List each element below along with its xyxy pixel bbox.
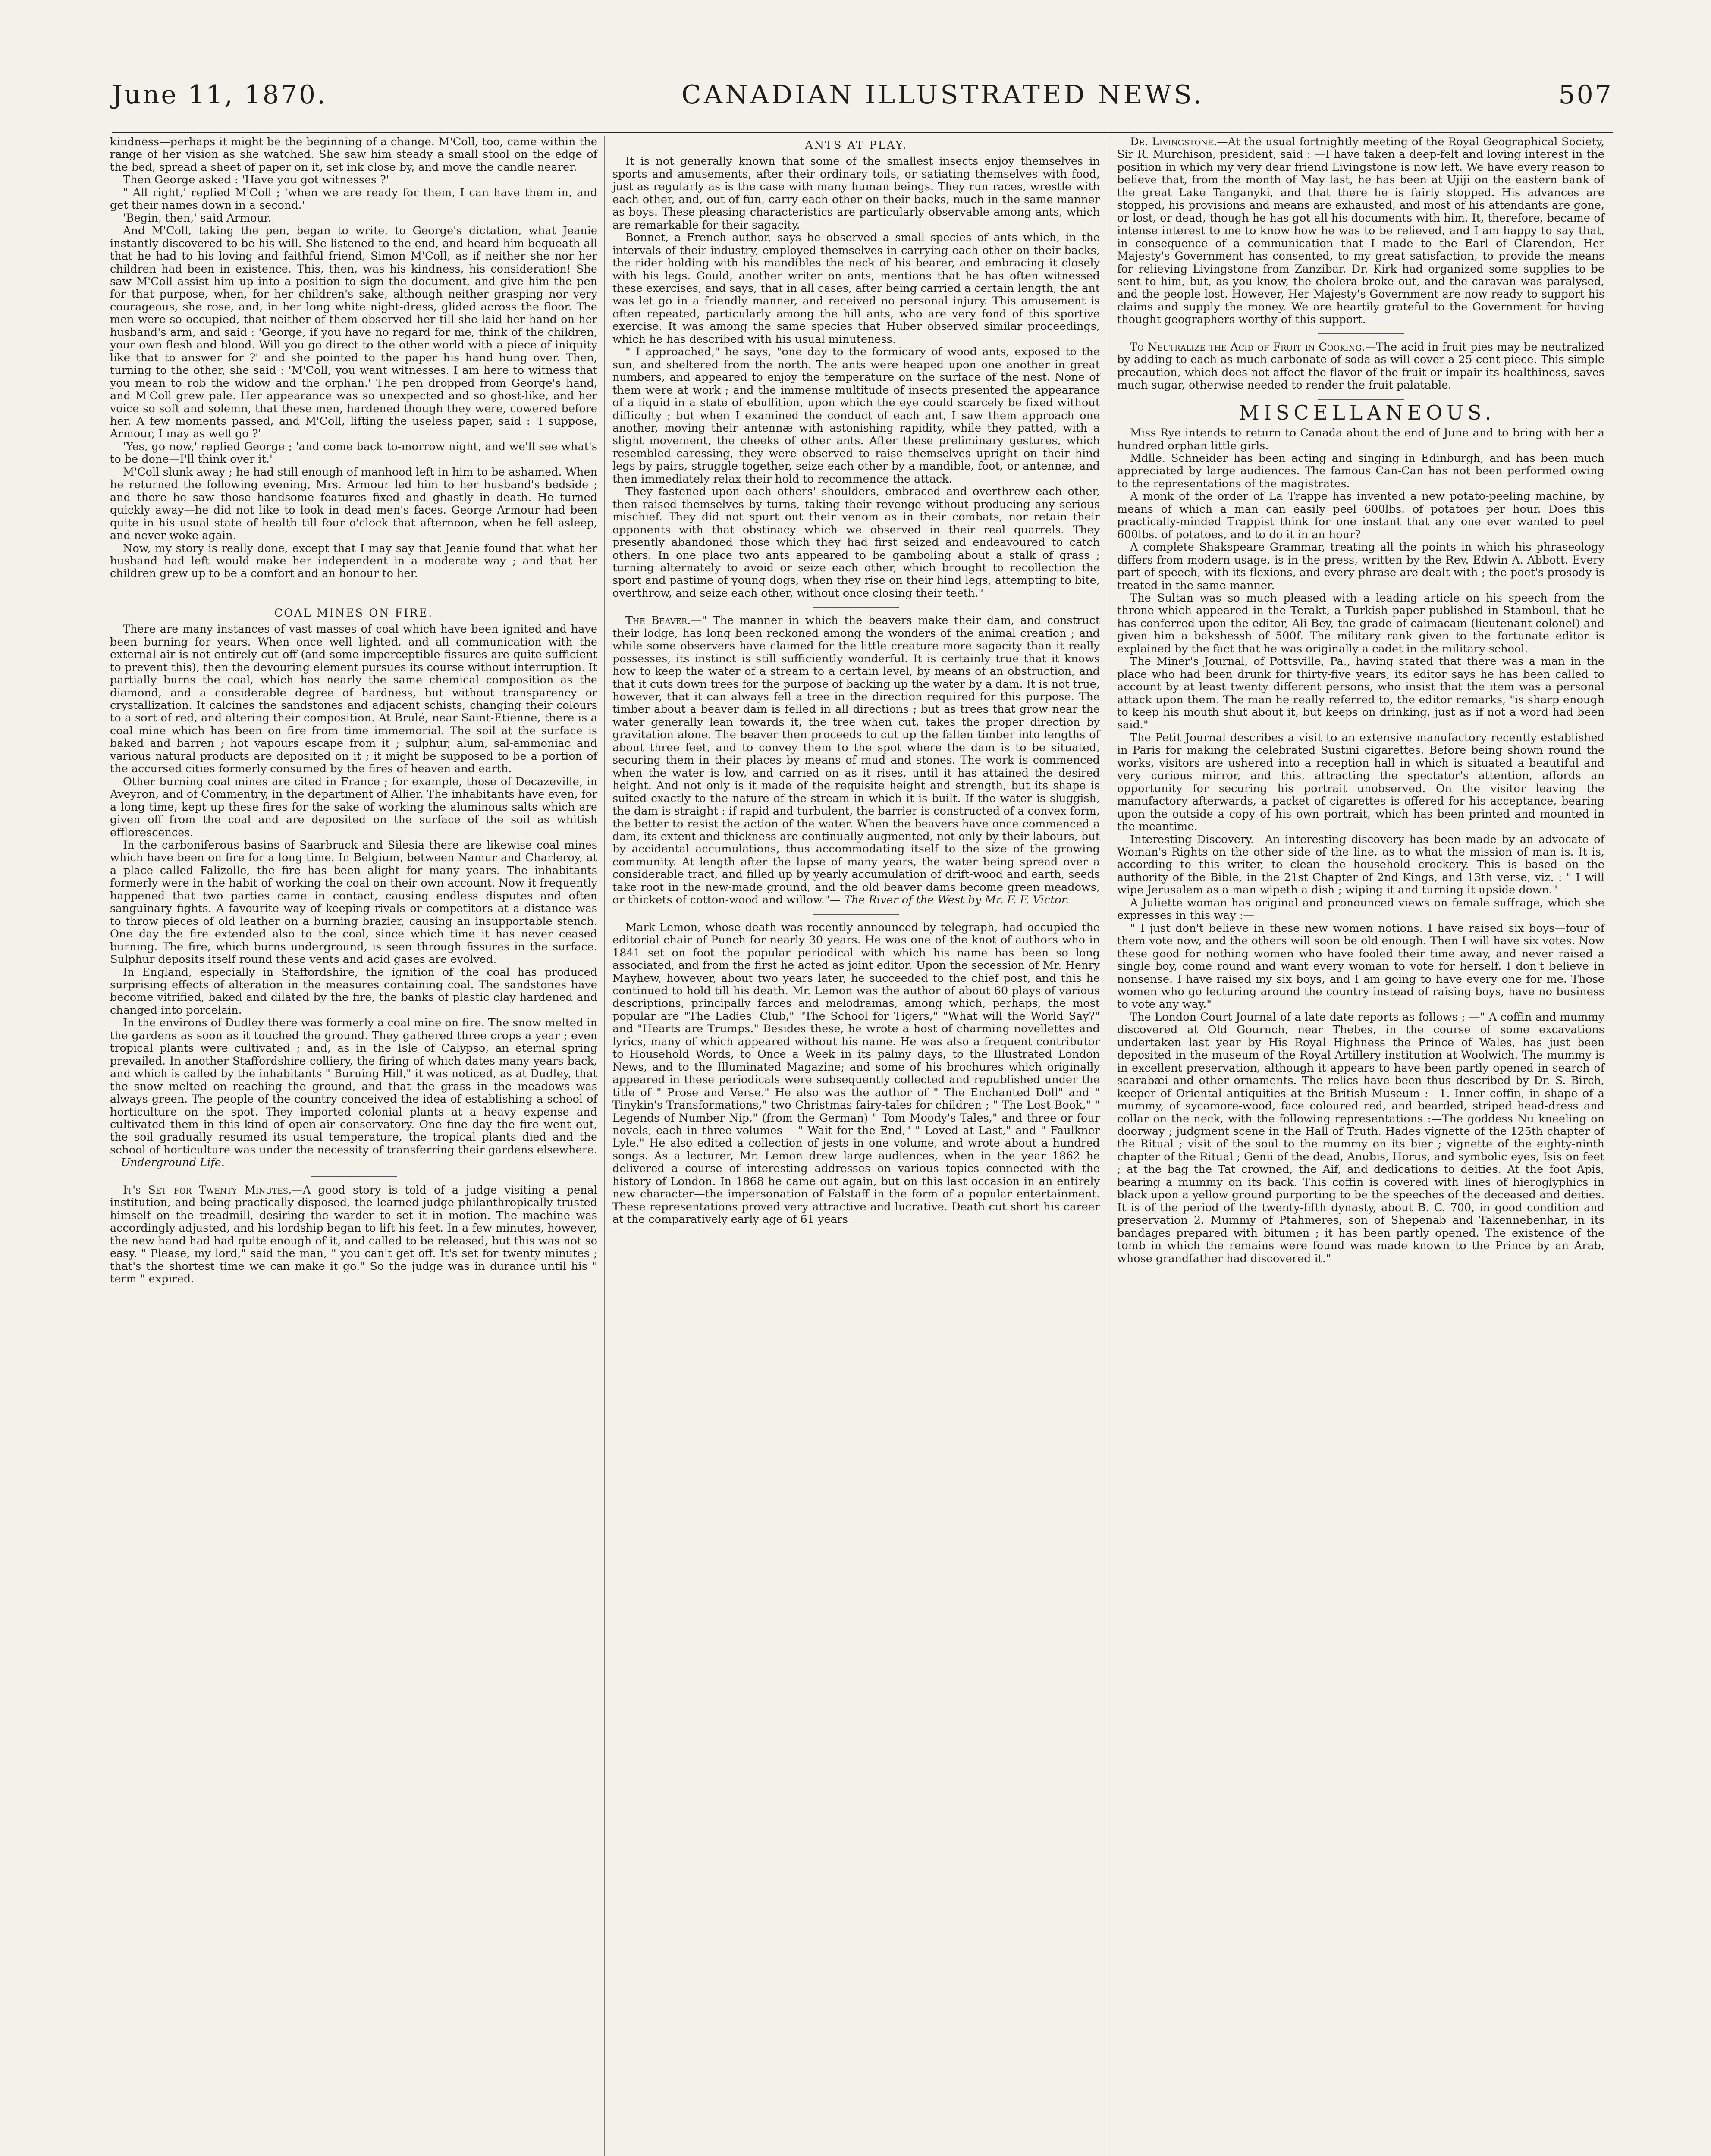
ants-heading: ANTS AT PLAY. — [805, 139, 907, 152]
ants-paragraph: Bonnet, a French author, says he observed a small species of ants which, in the intervals of their industry, employed themselves in carrying each other on their backs, the rider holding with his mandibles the neck of his bearer, and embracing it closely with his legs. Gould, another writer on ants, mentions that he has often witnessed these exercises, and says, that in all cases, after being carried a certain length, the ant was let go in a friendly manner, and received no personal injury. This amusement is often repeated, particularly among the hill ants, who are very fond of this sportive exercise. It was among the same species that Huber observed similar proceedings, which he has described with his usual minuteness. — [612, 231, 1100, 346]
coal-source: Underground Life. — [121, 1156, 225, 1169]
column-2 — [612, 136, 1100, 1226]
coal-paragraph — [110, 1017, 597, 1169]
separator — [813, 607, 899, 608]
fruit-acid-text: —The acid in fruit pies may be neutralized by adding to each as much carbonate of soda as will cover a 25-cent piece. This simple precaution, which does not affect the flavor of the fruit or impair its healthiness, saves much sugar, otherwise needed to render the fruit palatable. — [1117, 340, 1604, 392]
livingstone-text: —At the usual fortnightly meeting of the Royal Geographical Society, Sir R. Murchison, president, said : —I have taken a deep-felt and loving interest in the position in which my very dear friend Livingstone is now left. We have every reason to believe that, from the month of May last, he has been at Ujiji on the eastern bank of the great Lake Tanganyki, and that there he is fairly stopped. His advances are stopped, his provisions and means are exhausted, and most of his attendants are gone, or lost, or dead, though he has got all his documents with him. It, therefore, became of intense interest to me to know how he was to be relieved, and I am happy to say that, in consequence of a communication that I made to the Earl of Clarendon, Her Majesty's Government has consented, to my great satisfaction, to provide the means for relieving Livingstone from Zanzibar. Dr. Kirk had organized some supplies to be sent to him, but, as you know, the cholera broke out, and the caravan was paralysed, and the people lost. However, Her Majesty's Government are now ready to support his claims and supply the money. We are heartily grateful to the Government for having thought geographers worthy of this support. — [1117, 135, 1604, 326]
beaver-lead: The Beaver. — [625, 614, 691, 627]
livingstone-paragraph — [1117, 136, 1604, 326]
coal-paragraph: There are many instances of vast masses of coal which have been ignited and have been burning for years. When once well lighted, and all communication with the external air is not entirely cut off (and some imperceptible fissures are quite sufficient to prevent this), then the devouring element pursues its course without interruption. It partially burns the coal, which has nearly the same chemical composition as the diamond, and a considerable degree of hardness, but without transparency or crystallization. It calcines the sandstones and adjacent schists, changing their colours to a sort of red, and altering their composition. At Brulé, near Saint-Etienne, there is a coal mine which has been on fire from time immemorial. The soil at the surface is baked and barren ; hot vapours escape from it ; sulphur, alum, sal-ammoniac and various natural products are deposited on it ; it might be supposed to be a portion of the accursed cities formerly consumed by the fires of heaven and earth. — [110, 623, 597, 776]
misc-paragraph: A monk of the order of La Trappe has invented a new potato-peeling machine, by means of which a man can easily peel 600lbs. of potatoes per hour. Does this practically-minded Trappist think for one instant that any one ever wanted to peel 600lbs. of potatoes, and to do it in an hour? — [1117, 490, 1604, 541]
masthead — [112, 80, 1613, 133]
serial-paragraph: Then George asked : 'Have you got witnesses ?' — [123, 173, 389, 187]
misc-paragraph: Miss Rye intends to return to Canada about the end of June and to bring with her a hundred orphan little girls. — [1117, 426, 1604, 452]
newspaper-title: CANADIAN ILLUSTRATED NEWS. — [681, 80, 1204, 110]
twenty-minutes-lead: It's Set for Twenty Minutes, — [123, 1183, 292, 1197]
separator — [1318, 399, 1404, 400]
coal-paragraph: In England, especially in Staffordshire, the ignition of the coal has produced surprising effects of alteration in the measures containing coal. The sandstones have become vitrified, baked and dilated by the fire, the banks of plastic clay hardened and changed into porcelain. — [110, 965, 597, 1017]
fruit-acid-lead: To Neutralize the Acid of Fruit in Cooking. — [1130, 340, 1366, 354]
misc-paragraph: The London Court Journal of a late date reports as follows ; —" A coffin and mummy discovered at Old Gournch, near Thebes, in the course of some excavations undertaken last year by His Royal Highness the Prince of Wales, has just been deposited in the museum of the Royal Artillery institution at Woolwich. The mummy is in excellent preservation, although it appears to have been partly opened in search of scarabæi and other ornaments. The relics have been thus described by Dr. S. Birch, keeper of Oriental antiquities at the British Museum :—1. Inner coffin, in shape of a mummy, of sycamore-wood, face coloured red, and bearded, striped head-dress and collar on the neck, with the following representations :—The goddess Nu kneeling on doorway ; judgment scene in the Hall of Truth. Hades vignette of the 125th chapter of the Ritual ; visit of the soul to the mummy on its bier ; vignette of the eighty-ninth chapter of the Ritual ; Genii of the dead, Anubis, Horus, and symbolic eyes, Isis on feet ; at the bag the Tat crowned, the Aif, and dedications to deities. At the foot Apis, bearing a mummy on its back. This coffin is covered with lines of hieroglyphics in black upon a yellow ground purporting to be the speeches of the deceased and deities. It is of the period of the twenty-fifth dynasty, about B. C. 700, in good condition and preservation 2. Mummy of Ptahmeres, son of Shepenab and Takennebenhar, in its bandages prepared with bitumen ; it has been partly opened. The existence of the tomb in which the remains were found was made known to the Prince by an Arab, whose grandfather had discovered it." — [1117, 1010, 1604, 1265]
serial-paragraph: 'Yes, go now,' replied George ; 'and come back to-morrow night, and we'll see what's to be done—I'll think over it.' — [110, 440, 597, 466]
misc-paragraph: The Sultan was so much pleased with a leading article on his speech from the throne which appeared in the Terakt, a Turkish paper published in Stamboul, that he has conferred upon the editor, Ali Bey, the grade of caimacam (lieutenant-colonel) and given him a bakshessh of 500f. The military rank given to the fortunate editor is explained by the fact that he was originally a cadet in the military school. — [1117, 591, 1604, 655]
mark-lemon-paragraph: Mark Lemon, whose death was recently announced by telegraph, had occupied the editorial chair of Punch for nearly 30 years. He was one of the knot of authors who in 1841 set on foot the popular periodical with which his name has been so long associated, and from the first he acted as joint editor. Upon the secession of Mr. Henry Mayhew, however, about two years later, he succeeded to the chief post, and this he continued to hold till his death. Mr. Lemon was the author of about 60 plays of various descriptions, principally farces and melodramas, among which, perhaps, the most popular are "The Ladies' Club," "The School for Tigers," "What will the World Say?" and "Hearts are Trumps." Besides these, he wrote a host of charming novellettes and lyrics, many of which appeared without his name. He was also a frequent contributor to Household Words, to Once a Week in its palmy days, to the Illustrated London News, and to the Illuminated Magazine; and some of his brochures which originally appeared in these periodicals were subsequently collected and republished under the title of " Prose and Verse." He also was the author of " The Enchanted Doll" and " Tinykin's Transformations," two Christmas fairy-tales for children ; " The Lost Book," " Legends of Number Nip," (from the German) " Tom Moody's Tales," and three or four novels, each in three volumes— " Wait for the End," " Loved at Last," and " Faulkner Lyle." He also edited a collection of jests in one volume, and wrote about a hundred songs. As a lecturer, Mr. Lemon drew large audiences, when in the year 1862 he delivered a course of interesting addresses on various topics connected with the history of London. In 1868 he came out again, but on this last occasion in an entirely new character—the impersonation of Falstaff in the form of a popular entertainment. These representations proved very attractive and lucrative. Death cut short his career at the comparatively early age of 61 years — [612, 921, 1100, 1226]
serial-paragraph: Now, my story is really done, except that I may say that Jeanie found that what her husband had left would make her independent in a moderate way ; and that her children grew up to be a comfort and an honour to her. — [110, 542, 597, 580]
misc-paragraph: " I just don't believe in these new women notions. I have raised six boys—four of them vote now, and the others will soon be old enough. Then I will have six votes. Now these good for nothing women who have fooled their time away, and never raised a single boy, come round and want every woman to vote for herself. I don't believe in nonsense. I have raised my six boys, and I am going to have every one for me. Those women who go lecturing around the country instead of raising boys, have no business to vote any way." — [1117, 921, 1604, 1011]
coal-mines-heading: COAL MINES ON FIRE. — [274, 606, 433, 620]
serial-paragraph: M'Coll slunk away ; he had still enough of manhood left in him to be ashamed. When he returned the following evening, Mrs. Armour led him to her husband's bedside ; and there he saw those handsome features fixed and ghastly in death. He turned quickly away—he did not like to look in dead men's faces. George Armour had been quite in his usual state of health till four o'clock that afternoon, when he fell asleep, and never woke again. — [110, 465, 597, 542]
serial-paragraph: " All right,' replied M'Coll ; 'when we are ready for them, I can have them in, and get their names down in a second.' — [110, 186, 597, 212]
coal-last-text: In the environs of Dudley there was formerly a coal mine on fire. The snow melted in the gardens as soon as it touched the ground. They gathered three crops a year ; even tropical plants were cultivated ; and, as in the Isle of Calypso, an eternal spring prevailed. In another Staffordshire colliery, the firing of which dates many years back, and which is called by the inhabitants " Burning Hill," it was noticed, as at Dudley, that the snow melted on reaching the ground, and that the grass in the meadows was always green. The people of the country conceived the idea of establishing a school of horticulture on the spot. They imported colonial plants at a heavy expense and cultivated them in this kind of open-air conservatory. One fine day the fire went out, the soil gradually resumed its usual temperature, the tropical plants died and the school of horticulture was under the necessity of transferring their gardens elsewhere.— — [110, 1016, 597, 1169]
column-3 — [1117, 136, 1604, 1265]
serial-paragraph: 'Begin, then,' said Armour. — [123, 211, 272, 225]
misc-paragraph: Interesting Discovery.—An interesting discovery has been made by an advocate of Woman's Rights on the other side of the line, as to what the mission of man is. It is, according to this writer, to clean the household crockery. This is based on the authority of the Bible, in the 21st Chapter of 2nd Kings, and 13th verse, viz. : " I will wipe Jerusalem as a man wipeth a dish ; wiping it and turning it upside down." — [1117, 833, 1604, 897]
beaver-text: —" The manner in which the beavers make their dam, and construct their lodge, has long been reckoned among the wonders of the animal creation ; and while some observers have claimed for the little creature more sagacity than it really possesses, its instinct is still sufficiently wonderful. It is certainly true that it knows how to keep the water of a stream to a certain level, by means of an obstruction, and that it cuts down trees for the purpose of backing up the water by a dam. It is not true, however, that it can always fell a tree in the direction required for this purpose. The timber about a beaver dam is felled in all directions ; but as trees that grow near the water generally lean towards it, the tree when cut, takes the proper direction by gravitation alone. The beaver then proceeds to cut up the fallen timber into lengths of about three feet, and to convey them to the spot where the dam is to be situated, securing them in their places by means of mud and stones. The work is commenced when the water is low, and carried on as it rises, until it has attained the desired height. And not only is it made of the requisite height and strength, but its shape is suited exactly to the nature of the stream in which it is built. If the water is sluggish, the dam is straight : if rapid and turbulent, the barrier is constructed of a convex form, the better to resist the action of the water. When the beavers have once commenced a dam, its extent and thickness are continually augmented, not only by their labours, but by accidental accumulations, thus accommodating itself to the size of the growing community. At length after the lapse of many years, the water being spread over a considerable tract, and filled up by yearly accumulation of drift-wood and earth, seeds take root in the new-made ground, and the old beaver dams become green meadows, or thickets of cotton-wood and willow."— — [612, 614, 1100, 907]
column-1 — [110, 136, 597, 1285]
misc-paragraph: The Petit Journal describes a visit to an extensive manufactory recently established in Paris for making the celebrated Sustini cigarettes. Before being shown round the works, visitors are ushered into a reception hall in which is situated a beautiful and very curious mirror, and this, attracting the spectator's attention, affords an opportunity for securing his portrait unobserved. On the visitor leaving the manufactory afterwards, a packet of cigarettes is offered for his acceptance, bearing upon the outside a copy of his own portrait, which has been printed and mounted in the meantime. — [1117, 731, 1604, 834]
misc-paragraph: A Juliette woman has original and pronounced views on female suffrage, which she expresses in this way :— — [1117, 896, 1604, 922]
issue-date: June 11, 1870. — [112, 80, 327, 110]
separator — [311, 1176, 397, 1177]
ants-paragraph: It is not generally known that some of the smallest insects enjoy themselves in sports and amusements, after their ordinary toils, or satiating themselves with food, just as regularly as is the case with many human beings. They run races, wrestle with each other, and, out of fun, carry each other on their backs, much in the same manner as boys. These pleasing characteristics are particularly observable among ants, which are remarkable for their sagacity. — [612, 155, 1100, 232]
coal-paragraph: Other burning coal mines are cited in France ; for example, those of Decazeville, in Aveyron, and of Commentry, in the department of Allier. The inhabitants have even, for a long time, kept up these fires for the sake of working the aluminous salts which are given off from the coal and are deposited on the surface of the soil as whitish efflorescences. — [110, 775, 597, 839]
twenty-minutes-paragraph — [110, 1184, 597, 1286]
misc-paragraph: A complete Shakspeare Grammar, treating all the points in which his phraseology differs from modern usage, is in the press, written by the Rev. Edwin A. Abbott. Every part of speech, with its flexions, and every phrase are dealt with ; the poet's prosody is treated in the same manner. — [1117, 541, 1604, 592]
serial-paragraph: kindness—perhaps it might be the beginning of a change. M'Coll, too, came within the range of her vision as she watched. She saw him steady a small stool on the edge of the bed, spread a sheet of paper on it, set ink close by, and move the candle nearer. — [110, 135, 597, 174]
twenty-minutes-text: —A good story is told of a judge visiting a penal institution, and being practically disposed, the learned judge philanthropically trusted himself on the treadmill, desiring the warder to set it in motion. The machine was accordingly adjusted, and his lordship began to lift his feet. In a few minutes, however, the new hand had had quite enough of it, and called to be released, but this was not so easy. " Please, my lord," said the man, " you can't get off. It's set for twenty minutes ; that's the shortest time we can make it go." So the judge was in durance until his " term " expired. — [110, 1183, 597, 1285]
fruit-acid-paragraph — [1117, 341, 1604, 392]
misc-paragraph: Mdlle. Schneider has been acting and singing in Edinburgh, and has been much appreciated by large audiences. The famous Can-Can has not been performed owing to the representations of the magistrates. — [1117, 451, 1604, 490]
coal-paragraph: In the carboniferous basins of Saarbruck and Silesia there are likewise coal mines which have been on fire for a long time. In Belgium, between Namur and Charleroy, at a place called Falizolle, the fire has been alight for many years. The inhabitants formerly were in the habit of working the coal on their own account. Now it frequently happened that two parties came in contact, causing endless disputes and often sanguinary fights. A favourite way of keeping rivals or competitors at a distance was to throw pieces of old leather on a burning brazier, causing an insupportable stench. One day the fire extended also to the coal, since which time it has never ceased burning. The fire, which burns underground, is seen through fissures in the surface. Sulphur deposits itself round these vents and acid gases are evolved. — [110, 839, 597, 966]
serial-paragraph: And M'Coll, taking the pen, began to write, to George's dictation, what Jeanie instantly discovered to be his will. She listened to the end, and heard him bequeath all that he had to his loving and faithful friend, Simon M'Coll, as if neither she nor her children had been in existence. This, then, was his kindness, his consideration! She saw M'Coll assist him up into a position to sign the document, and give him the pen for that purpose, when, for her children's sake, although neither grasping nor very courageous, she rose, and, in her long white night-dress, glided across the floor. The men were so occupied, that neither of them observed her till she laid her hand on her husband's arm, and said : 'George, if you have no regard for me, think of the children, your own flesh and blood. Will you go direct to the other world with a piece of iniquity like that to answer for ?' and she pointed to the paper his hand hung over. Then, turning to the other, she said : 'M'Coll, you want witnesses. I am here to witness that you mean to rob the widow and the orphan.' The pen dropped from George's hand, and M'Coll grew pale. Her appearance was so unexpected and so ghost-like, and her voice so soft and solemn, that these men, hardened though they were, cowered before her. A few moments passed, and M'Coll, lifting the useless paper, said : 'I suppose, Armour, I may as well go ?' — [110, 224, 597, 441]
beaver-source: The River of the West by Mr. F. F. Victor. — [844, 893, 1069, 907]
misc-paragraph: The Miner's Journal, of Pottsville, Pa., having stated that there was a man in the place who had been drunk for thirty-five years, its editor says he has been called to account by at least twenty different persons, who insist that the item was a personal attack upon them. The man he really referred to, the editor remarks, "is sharp enough to keep his mouth shut about it, but keeps on drinking, just as if not a word had been said." — [1117, 655, 1604, 732]
miscellaneous-heading: MISCELLANEOUS. — [1239, 401, 1496, 424]
separator — [813, 914, 899, 915]
separator — [1318, 333, 1404, 334]
page-number: 507 — [1558, 80, 1613, 110]
ants-paragraph: They fastened upon each others' shoulders, embraced and overthrew each other, then raised themselves by turns, taking their revenge without producing any serious mischief. They did not spurt out their venom as in their combats, nor retain their opponents with that obstinacy which we observed in their real quarrels. They presently abandoned those which they had first seized and endeavoured to catch others. In one place two ants appeared to be gamboling about a stalk of grass ; turning alternately to avoid or seize each other, which brought to recollection the sport and pastime of young dogs, when they rise on their hind legs, attempting to bite, overthrow, and seize each other, without once closing their teeth." — [612, 485, 1100, 600]
column-rule — [604, 136, 605, 2156]
livingstone-lead: Dr. Livingstone. — [1130, 135, 1217, 148]
beaver-paragraph — [612, 614, 1100, 906]
ants-paragraph: " I approached," he says, "one day to the formicary of wood ants, exposed to the sun, and sheltered from the north. The ants were heaped upon one another in great numbers, and appeared to enjoy the temperature on the surface of the nest. None of them were at work ; and the immense multitude of insects presented the appearance of a liquid in a state of ebullition, upon which the eye could scarcely be fixed without difficulty ; but when I examined the conduct of each ant, I saw them approach one another, moving their antennæ with astonishing rapidity, while they patted, with a slight movement, the cheeks of other ants. After these preliminary gestures, which resembled caressing, they were observed to raise themselves upright on their hind legs by pairs, struggle together, seize each other by a mandible, foot, or antennæ, and then immediately relax their hold to recommence the attack. — [612, 345, 1100, 486]
